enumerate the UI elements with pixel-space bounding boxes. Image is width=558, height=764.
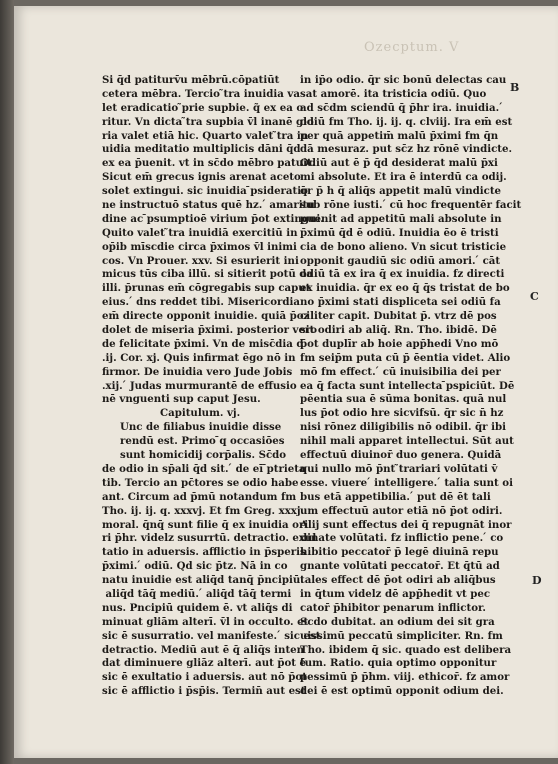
right-column-line: uissimū peccatū simpliciter. Rn. fm [300,629,503,642]
right-column-line: Odiū aut̄ ē p̄ q̄d desiderat malū p̄xi [300,157,498,170]
left-column-line: nus. P̄ncipiū quidem ē. vt aliq̄s di [102,601,293,614]
chapter-heading: Capitulum. vj. [160,407,241,420]
margin-letter-b: B [510,81,520,94]
left-column-line: Unc de filiabus inuidie disse [120,421,282,434]
right-column-line: nihil mali apparet intellectui. Sūt aut̄ [300,435,514,448]
right-column-line: sit odiri ab aliq̄. Rn. Tho. ibidē. Dē [300,324,497,337]
left-column-line: .xij. ́ Judas murmurantē de effusio [102,379,297,392]
left-column-line: Tho. ij. ij. q. xxxvj. Et fm Greg. xxxj. [102,504,305,517]
left-column-line: dat diminuere gliāz alterī. aut p̄ot ē [102,657,307,670]
left-column-line: sic ē afflictio i p̄sp̄is. Termin̄ aut̄ est [102,685,306,698]
left-column-line: let eradicatio ̃prie supbie. q̃ ex ea o [102,101,304,114]
book-binding-edge [0,0,14,764]
margin-letter-d: D [532,574,542,587]
left-column-line: op̄ib̄ mīscdie circa p̄ximos v̄l inimi [102,240,297,253]
right-column-line: ea q̄ facta sunt intellecta ̄pspiciūt. Dē [300,379,515,392]
left-column-line: nē vnguenti sup caput Jesu. [102,393,261,406]
right-column-line: per quā appetim̄ malū p̄ximi fm q̄n [300,129,499,142]
left-column-line: rendū est. Primo ̄q occasiōes [120,435,285,448]
left-column-line: moral. q̄nq̄ sunt filie q̄ ex inuidia ori [102,518,309,531]
right-column-line: dei ē est optimū opponit odium dei. [300,685,504,698]
right-column-line: sat amorē. ita tristicia odiū. Quo [300,87,487,100]
right-column-line: Scdo dubitat̄. an odium dei sit gra [300,615,495,628]
left-column-line: dine ac ̄psumptioē virium p̄ot extingui. [102,212,324,225]
right-column-line: lus p̄ot odio h̄re sicvifsū. q̄r sic n̄ h̄z [300,407,504,420]
left-column-line: em̄ directe opponit inuidie. quiā p̄oz [102,310,310,323]
left-column-line: natu inuidie est aliq̄d tanq̄ p̄ncipiū. [102,574,304,587]
left-column-line: ne instructuō status quē h̄z. ́ amaritu [102,199,315,212]
right-text-column [300,74,528,699]
right-column-line: dinate volūtati. fz inflictio pene. ́ co [300,532,504,545]
left-column-line: illi. p̄runas em̄ cōgregabis sup caput [102,282,311,295]
right-column-line: cator̄ p̄hibitor penarum inflictor. [300,601,486,614]
left-column-line: solet extingui. sic inuidia ̄psideratio [102,185,308,198]
left-column-line: de odio in sp̄ali q̄d sit. ́ de eī ̄ptrieta [102,462,306,475]
right-column-line: odiū tā ex ira q̄ ex inuidia. fz directi [300,268,505,281]
right-column-line: Tho. ibidem q̄ sic. quado est delibera [300,643,512,656]
left-column-line: tatio in aduersis. afflictio in p̄speris [102,546,306,559]
right-column-line: ex inuidia. q̄r ex eo q̄ q̄s tristat̄ de bo [300,282,510,295]
right-column-line: nisi rōnez diligibilis nō odibil̄. q̄r ibi [300,421,506,434]
right-column-line: odiū fm Tho. ij. ij. q. clviij. Ira em̄ est [300,115,513,128]
right-column-line: no p̄ximi stati displicet̄a sei odiū fa [300,296,501,309]
right-column-line: pēentia sua ē sūma bonitas. quā nul [300,393,507,406]
right-column-line: mō fm effect̄. ́ cū inuisibilia dei per [300,365,501,378]
right-column-line: hibitio peccator̄ p̄ legē diuinā repu [300,546,499,559]
right-column-line: dā mesuraz. put sc̄z h̄z rōnē vindicte. [300,143,513,156]
left-column-line: detractio. Mediū aut̄ ē q̄ aliq̄s inten [102,643,305,656]
left-column-line: p̄ximi. ́ odiū. Qd sic p̄tz. Nā in co [102,560,288,573]
running-header: Ozecptum. V [364,40,460,55]
left-column-line: tib̄. Tercio an pc̄tores se odio habe [102,476,299,489]
left-column-line: ́ aliq̄d tāq̄ mediū. ́ aliq̄d tāq̄ termi [102,587,292,600]
left-column-line: Sicut em̄ grecus ignis arenat aceto [102,171,301,184]
left-column-line: ria valet etiā hic. Quarto valet ̃tra in [102,129,309,142]
right-column-line: bus etā appetibilia. ́ put dē ēt tali [300,490,491,503]
right-column-line: gnante volūtati peccator̄. Et q̄tū ad [300,560,500,573]
left-column-line: ri p̄hr. videlz susurrtū. detractio. exul [102,532,317,545]
right-column-line: q̄r p̄ h̄ q̄ aliq̄s appetit malū vindicte [300,185,502,198]
right-column-line: tales effect̄ dē p̄ot odiri ab aliq̄bus [300,574,496,587]
right-column-line: esse. viuere ́ intelligere. ́ talia sunt oi [300,476,513,489]
right-column-line: sub rōne iusti. ́ cū hoc frequentēr facit [300,199,522,212]
right-column-line: in q̄tum videl̄z dē app̄hedit vt pec [300,587,491,600]
right-column-line: qui nullo mō p̄nt ̃trariari volūtati v̄ [300,462,498,475]
right-column-line: effectuū diuinor̄ duo genera. Quidā [300,449,502,462]
left-column-line: eius. ́ d̄ns reddet tibi. Misericordia [102,296,300,309]
left-column-line: ant. Circum ad p̄mū notandum fm [102,490,297,503]
right-column-line: ciliter capit. Dubitat̄ p̄. vtrz dē pos [300,310,497,323]
left-column-line: firmor. De inuidia vero Jude Jobis [102,365,293,378]
right-column-line: um effectuū autor etiā nō p̄ot odiri. [300,504,503,517]
right-column-line: p̄ot duplīr ab hoie app̄hedi Vno mō [300,337,499,350]
left-column-line: dolet de miseria p̄ximi. posterior vero [102,324,318,337]
right-column-line: in ip̄o odio. q̄r sic bonū delectas cau [300,74,507,86]
left-column-line: uidia meditatio multiplicis dāni q̄d [102,143,301,156]
right-column-line: Alij sunt effectus dei q̄ repugnāt inor [300,518,512,531]
right-column-line: puenit ad appetitū mali absolute in [300,212,502,225]
right-column-line: fm seip̄m puta cū p̄ ēentia videt. Alio [300,351,511,364]
left-column-line: minuat gliām alterī. v̄l in occulto. et [102,615,309,628]
left-column-line: de felicitate p̄ximi. Vn de misc̄dia d̄ [102,337,304,350]
right-column-line: p̄ximū q̄d ē odiū. Inuidia ēo ē tristi [300,226,499,239]
left-column-line: ex ea p̄uenit. vt in sc̄do mēbro patuit. [102,157,316,170]
left-column-line: cos. Vn Prouer. xxv. Si esurierit ini [102,254,299,267]
right-column-line: opponit gaudiū sic odiū amori. ́ cāt [300,254,501,267]
margin-letter-c: C [530,290,539,303]
left-column-line: sic ē susurratio. vel manifeste. ́ sic est [102,629,321,642]
left-column-line: cetera mēbra. Tercio ̃tra inuidia va [102,87,300,100]
left-text-column [102,74,330,699]
right-column-line: cia de bono alieno. Vn sicut tristicie [300,240,507,253]
right-column-line: mi absolute. Et ira ē interdū ca odij. [300,171,507,184]
right-column-line: tum. Ratio. quia optimo opponitur [300,657,497,670]
left-column-line: sic ē exultatio i aduersis. aut nō p̄ot [102,671,307,684]
right-column-line: ad sc̄dm sciendū q̄ p̄hr ira. inuidia. ́ [300,101,503,114]
left-column-line: sunt homicidij corp̄alis. Sc̄do [120,449,287,462]
left-column-line: ritur. Vn dicta ̃tra supbia v̄l inanē glo [102,115,314,128]
left-column-line: micus tūs ciba illū. si sitierit potū da [102,268,313,281]
left-column-line: Si q̄d patiturv̄u mēbrū.cōpatiūt [102,74,280,86]
left-column-line: Quito valet ̃tra inuidiā exercitiū in [102,226,298,239]
left-column-line: .ij. Cor. xj. Quis infirmat̄ ēgo nō in [102,351,296,364]
right-column-line: pessimū p̄ p̄hm. viij. ethicor̄. fz amor [300,671,510,684]
